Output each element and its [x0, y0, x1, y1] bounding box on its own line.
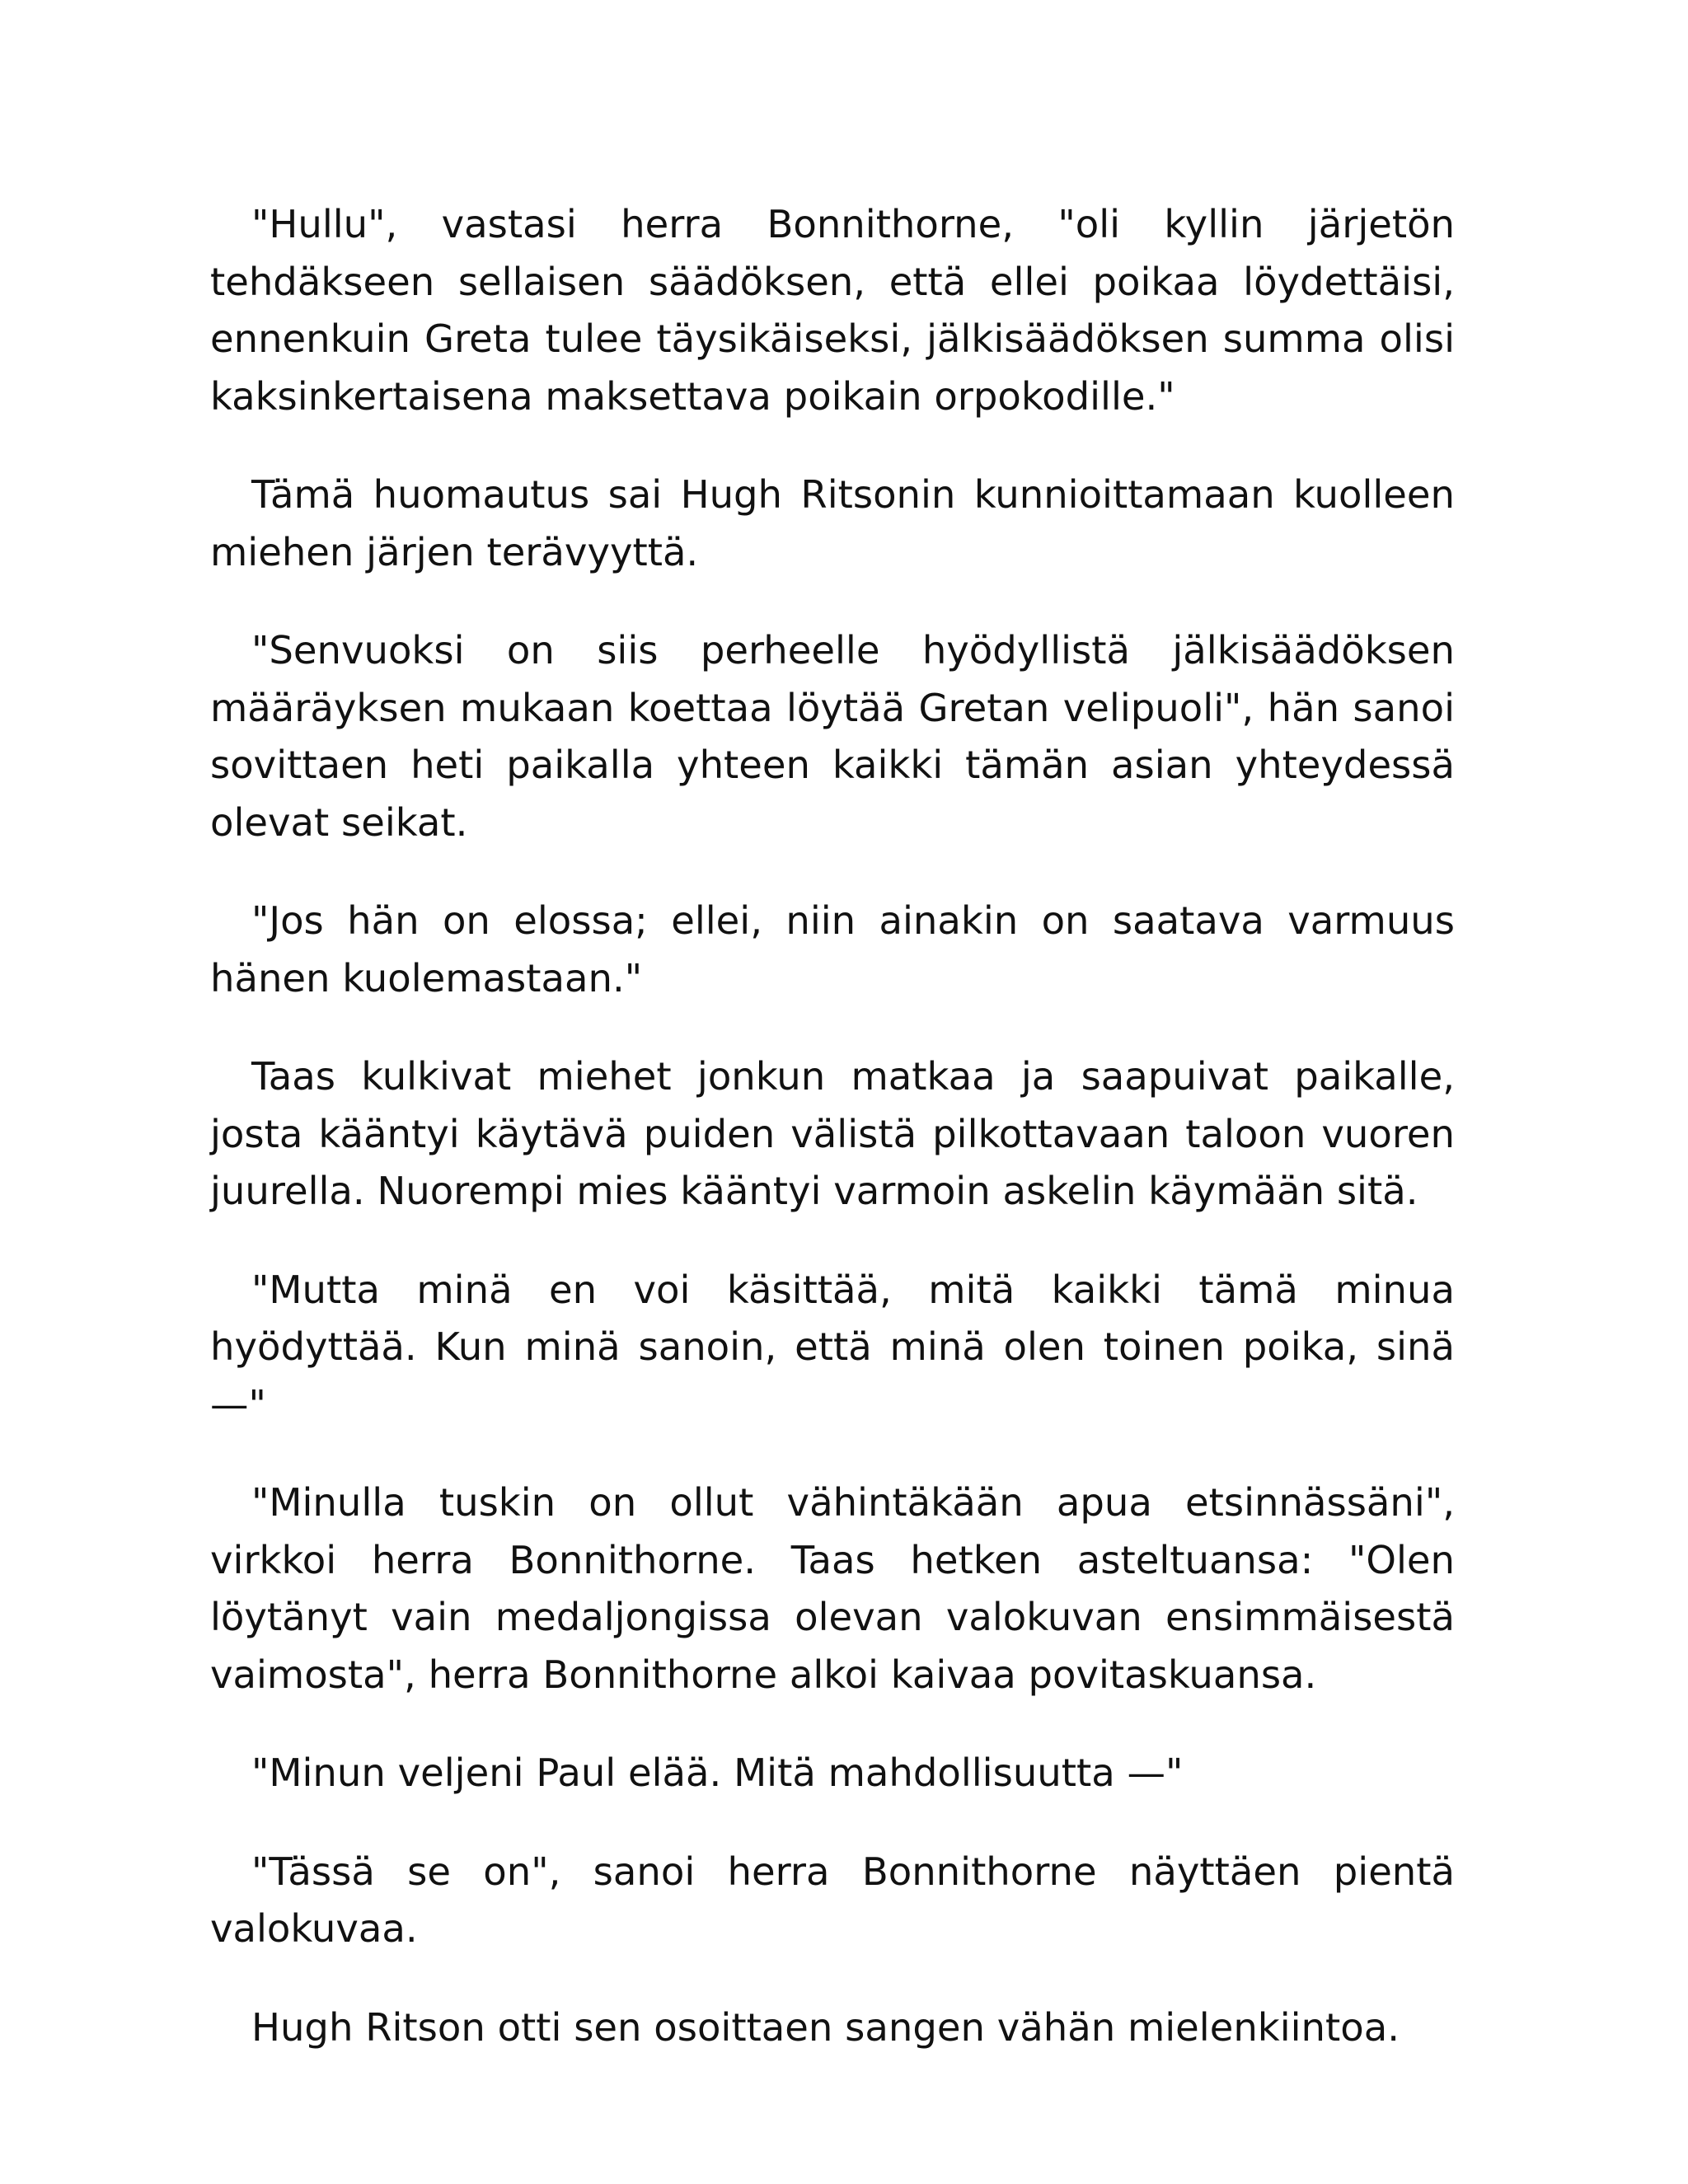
paragraph: "Mutta minä en voi käsittää, mitä kaikki tämä minua hyödyttää. Kun minä sanoin, että minä olen toinen poika, sinä —": [210, 1267, 1455, 1427]
paragraph: "Jos hän on elossa; ellei, niin ainakin on saatava varmuus hänen kuolemastaan.": [210, 898, 1455, 1001]
paragraph: "Minulla tuskin on ollut vähintäkään apua etsinnässäni", virkkoi herra Bonnithorne. Taas hetken asteltuansa: "Olen löytänyt vain medaljongissa olevan valokuvan ensimmäisestä vaimosta", herra Bonnithorne alkoi kaivaa povitaskuansa.: [210, 1480, 1455, 1697]
body-text: [210, 196, 1455, 2056]
paragraph: "Hullu", vastasi herra Bonnithorne, "oli kyllin järjetön tehdäkseen sellaisen säädöksen, että ellei poikaa löydettäisi, ennenkuin Greta tulee täysikäiseksi, jälkisäädöksen summa olisi kaksinkertaisena maksettava poikain orpokodille.": [210, 202, 1455, 419]
paragraph: Hugh Ritson otti sen osoittaen sangen vähän mielenkiintoa.: [251, 2004, 1400, 2050]
paragraph: "Tässä se on", sanoi herra Bonnithorne näyttäen pientä valokuvaa.: [210, 1849, 1455, 1951]
paragraph: Taas kulkivat miehet jonkun matkaa ja saapuivat paikalle, josta kääntyi käytävä puiden välistä pilkottavaan taloon vuoren juurella. Nuorempi mies kääntyi varmoin askelin käymään sitä.: [210, 1054, 1455, 1213]
paragraph: Tämä huomautus sai Hugh Ritsonin kunnioittamaan kuolleen miehen järjen terävyyttä.: [210, 472, 1455, 574]
paragraph: "Senvuoksi on siis perheelle hyödyllistä jälkisäädöksen määräyksen mukaan koettaa löytää Gretan velipuoli", hän sanoi sovittaen heti paikalla yhteen kaikki tämän asian yhteydessä olevat seikat.: [210, 628, 1455, 845]
paragraph: "Minun veljeni Paul elää. Mitä mahdollisuutta —": [251, 1750, 1184, 1795]
